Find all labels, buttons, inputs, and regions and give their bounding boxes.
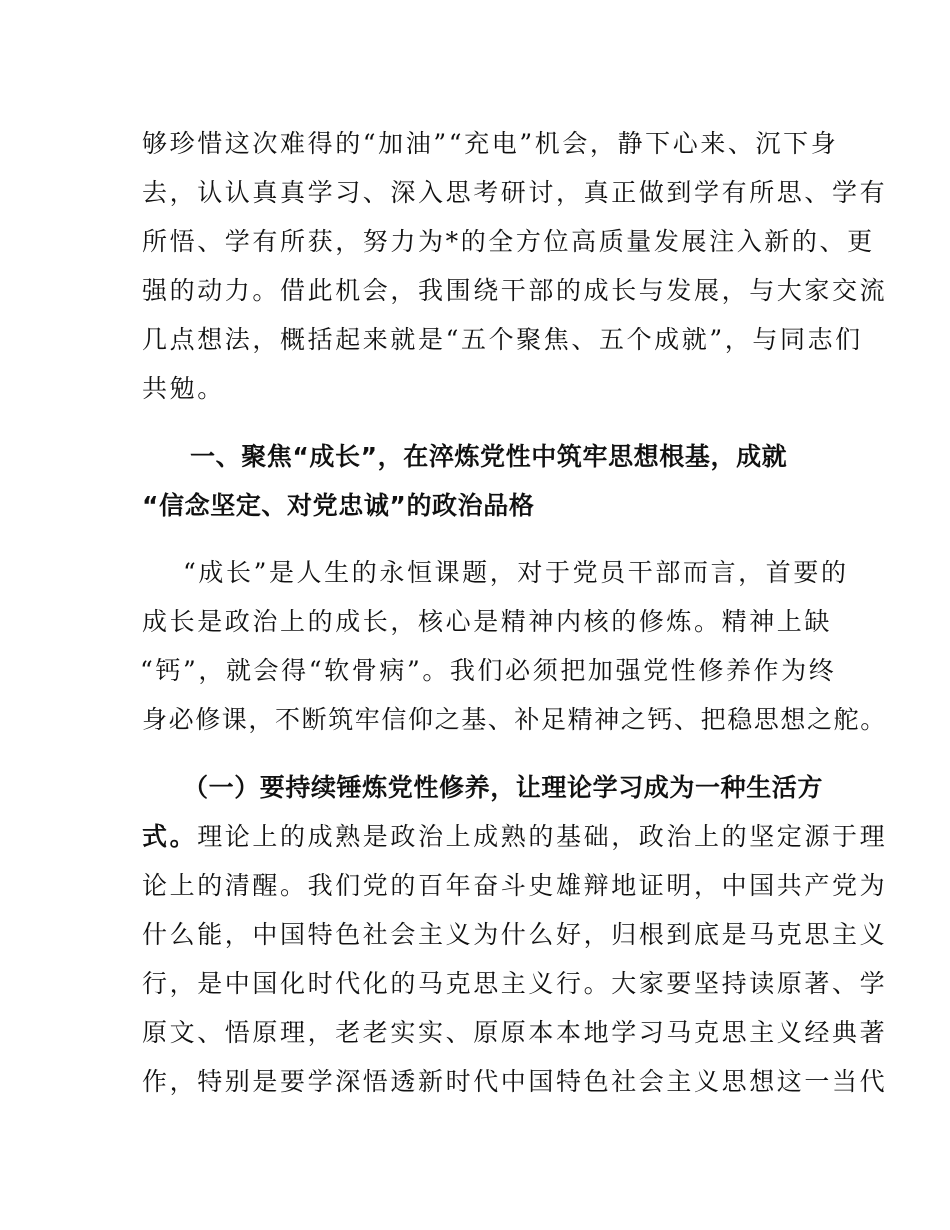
text-span: 理论上的成熟是政治上成熟的基础，政治上的坚定源于理 (197, 822, 888, 851)
text-line: 强的动力。借此机会，我围绕干部的成长与发展，与大家交流 (142, 276, 888, 305)
subsection-heading-end: 式。 (142, 822, 198, 851)
text-line: 几点想法，概括起来就是“五个聚焦、五个成就”，与同志们 (142, 325, 863, 354)
text-line (142, 820, 887, 854)
heading-line: 一、聚焦“成长”，在淬炼党性中筑牢思想根基，成就 (190, 442, 788, 471)
text-line: 作，特别是要学深悟透新时代中国特色社会主义思想这一当代 (142, 1067, 888, 1096)
text-line: 够珍惜这次难得的“加油”“充电”机会，静下心来、沉下身 (142, 129, 839, 158)
heading-line: “信念坚定、对党忠诚”的政治品格 (142, 491, 535, 520)
text-line: 原文、悟原理，老老实实、原原本本地学习马克思主义经典著 (142, 1018, 888, 1047)
text-line: “成长”是人生的永恒课题，对于党员干部而言，首要的 (183, 558, 849, 587)
subsection-heading: （一）要持续锤炼党性修养，让理论学习成为一种生活方 (183, 773, 824, 802)
text-line: 身必修课，不断筑牢信仰之基、补足精神之钙、把稳思想之舵。 (142, 705, 887, 734)
text-line: 行，是中国化时代化的马克思主义行。大家要坚持读原著、学 (142, 969, 888, 998)
text-line: 去，认认真真学习、深入思考研讨，真正做到学有所思、学有 (142, 178, 888, 207)
text-line: 共勉。 (142, 374, 225, 403)
text-line: 成长是政治上的成长，核心是精神内核的修炼。精神上缺 (142, 607, 833, 636)
text-line: 所悟、学有所获，努力为*的全方位高质量发展注入新的、更 (142, 227, 875, 256)
text-line: “钙”，就会得“软骨病”。我们必须把加强党性修养作为终 (140, 656, 837, 685)
text-line: 论上的清醒。我们党的百年奋斗史雄辩地证明，中国共产党为 (142, 871, 888, 900)
text-line: 什么能，中国特色社会主义为什么好，归根到底是马克思主义 (142, 920, 888, 949)
